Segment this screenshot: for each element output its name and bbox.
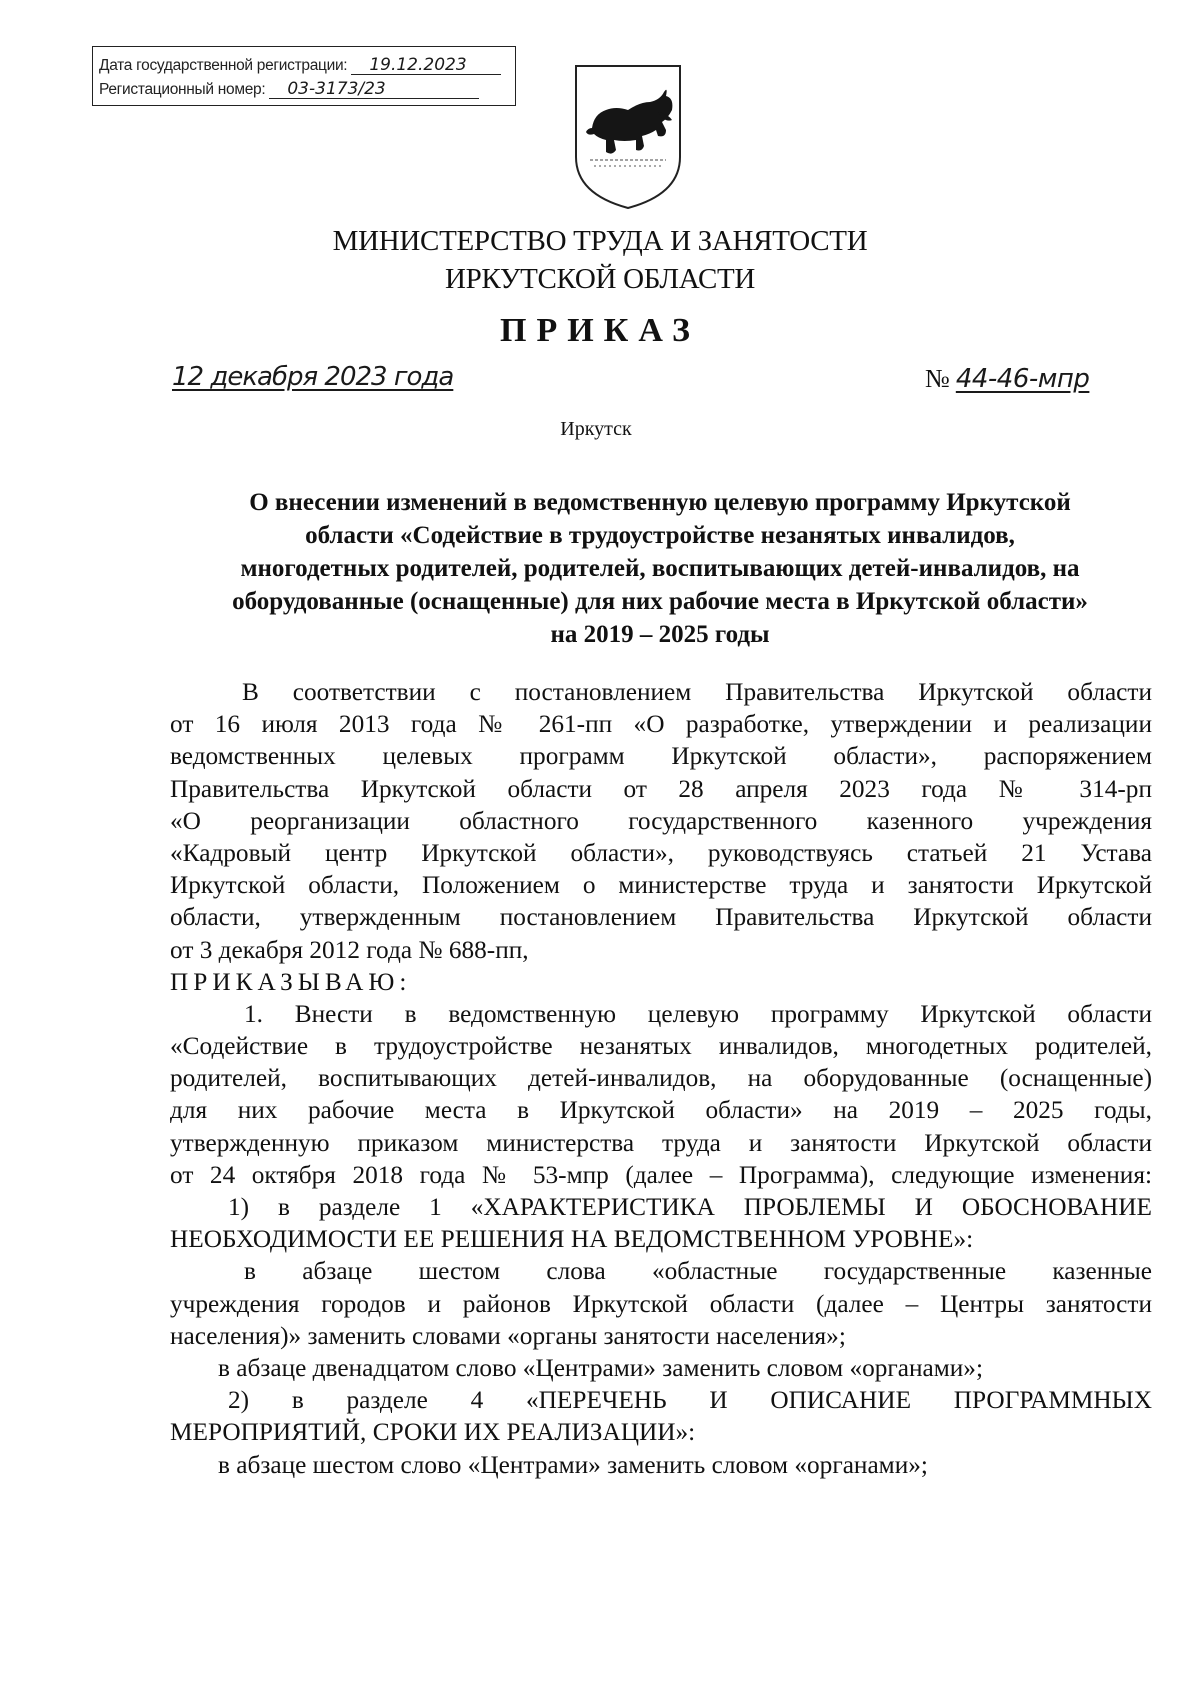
title-line: оборудованные (оснащенные) для них рабочие места в Иркутской области» xyxy=(232,588,1088,615)
registration-stamp xyxy=(92,46,516,106)
body-line: НЕОБХОДИМОСТИ ЕЕ РЕШЕНИЯ НА ВЕДОМСТВЕННОМ УРОВНЕ»: xyxy=(170,1225,974,1254)
body-line: области, утвержденным постановлением Правительства Иркутской области xyxy=(170,903,1152,932)
body-line: учреждения городов и районов Иркутской области (далее – Центры занятости xyxy=(170,1289,1152,1318)
body-line: утвержденную приказом министерства труда и занятости Иркутской области xyxy=(170,1128,1152,1157)
body-line: В соответствии с постановлением Правительства Иркутской области xyxy=(242,678,1152,706)
body-line: Правительства Иркутской области от 28 апреля 2023 года № 314-рп xyxy=(170,774,1152,803)
registration-date-row xyxy=(99,51,509,75)
order-number xyxy=(925,364,1089,394)
body-line: 1) в разделе 1 «ХАРАКТЕРИСТИКА ПРОБЛЕМЫ И ОБОСНОВАНИЕ xyxy=(228,1193,1152,1221)
document-body xyxy=(170,676,1152,1481)
body-line: МЕРОПРИЯТИЙ, СРОКИ ИХ РЕАЛИЗАЦИИ»: xyxy=(170,1418,696,1447)
registration-number-row xyxy=(99,75,509,99)
order-date-handwritten: 12 декабря 2023 года xyxy=(172,362,454,392)
body-line: «Содействие в трудоустройстве незанятых инвалидов, многодетных родителей, xyxy=(170,1032,1152,1061)
body-line: от 3 декабря 2012 года № 688-пп, xyxy=(170,935,529,964)
body-line: в абзаце шестом слово «Центрами» заменить словом «органами»; xyxy=(218,1450,928,1479)
order-number-handwritten: 44-46-мпр xyxy=(955,364,1090,394)
body-line: населения)» заменить словами «органы занятости населения»; xyxy=(170,1321,846,1350)
registration-date-value: 19.12.2023 xyxy=(351,56,501,75)
registration-date-label: Дата государственной регистрации: xyxy=(99,57,348,74)
body-line: ведомственных целевых программ Иркутской области», распоряжением xyxy=(170,742,1152,771)
body-line: родителей, воспитывающих детей-инвалидов, на оборудованные (оснащенные) xyxy=(170,1064,1152,1093)
registration-number-label: Регистационный номер: xyxy=(99,81,266,98)
city-label: Иркутск xyxy=(560,418,632,440)
body-line: от 16 июля 2013 года № 261-пп «О разработке, утверждении и реализации xyxy=(170,710,1152,739)
body-line: 1. Внести в ведомственную целевую программу Иркутской области xyxy=(244,999,1152,1028)
body-line: в абзаце двенадцатом слово «Центрами» заменить словом «органами»; xyxy=(218,1353,983,1382)
number-sign: № xyxy=(925,364,950,393)
body-line: для них рабочие места в Иркутской области» на 2019 – 2025 годы, xyxy=(170,1096,1152,1125)
order-directive: ПРИКАЗЫВАЮ: xyxy=(170,967,412,996)
body-line: Иркутской области, Положением о министерстве труда и занятости Иркутской xyxy=(170,871,1152,900)
title-line: многодетных родителей, родителей, воспитывающих детей-инвалидов, на xyxy=(240,555,1080,582)
irkutsk-coat-of-arms-icon xyxy=(572,62,684,212)
body-line: «О реорганизации областного государственного казенного учреждения xyxy=(170,806,1152,835)
title-line: О внесении изменений в ведомственную целевую программу Иркутской xyxy=(249,489,1071,516)
body-line: от 24 октября 2018 года № 53-мпр (далее – Программа), следующие изменения: xyxy=(170,1160,1152,1189)
ministry-name-line2: ИРКУТСКОЙ ОБЛАСТИ xyxy=(444,263,756,295)
ministry-name-line1: МИНИСТЕРСТВО ТРУДА И ЗАНЯТОСТИ xyxy=(332,225,868,257)
document-title xyxy=(170,486,1150,651)
title-line: на 2019 – 2025 годы xyxy=(550,621,770,648)
body-line: 2) в разделе 4 «ПЕРЕЧЕНЬ И ОПИСАНИЕ ПРОГРАММНЫХ xyxy=(228,1386,1152,1415)
document-type-heading: ПРИКАЗ xyxy=(500,312,700,349)
body-line: «Кадровый центр Иркутской области», руководствуясь статьей 21 Устава xyxy=(170,838,1152,867)
title-line: области «Содействие в трудоустройстве незанятых инвалидов, xyxy=(305,522,1015,549)
body-line: в абзаце шестом слова «областные государственные казенные xyxy=(244,1257,1152,1286)
registration-number-value: 03-3173/23 xyxy=(269,80,479,99)
city-name xyxy=(0,418,1200,441)
